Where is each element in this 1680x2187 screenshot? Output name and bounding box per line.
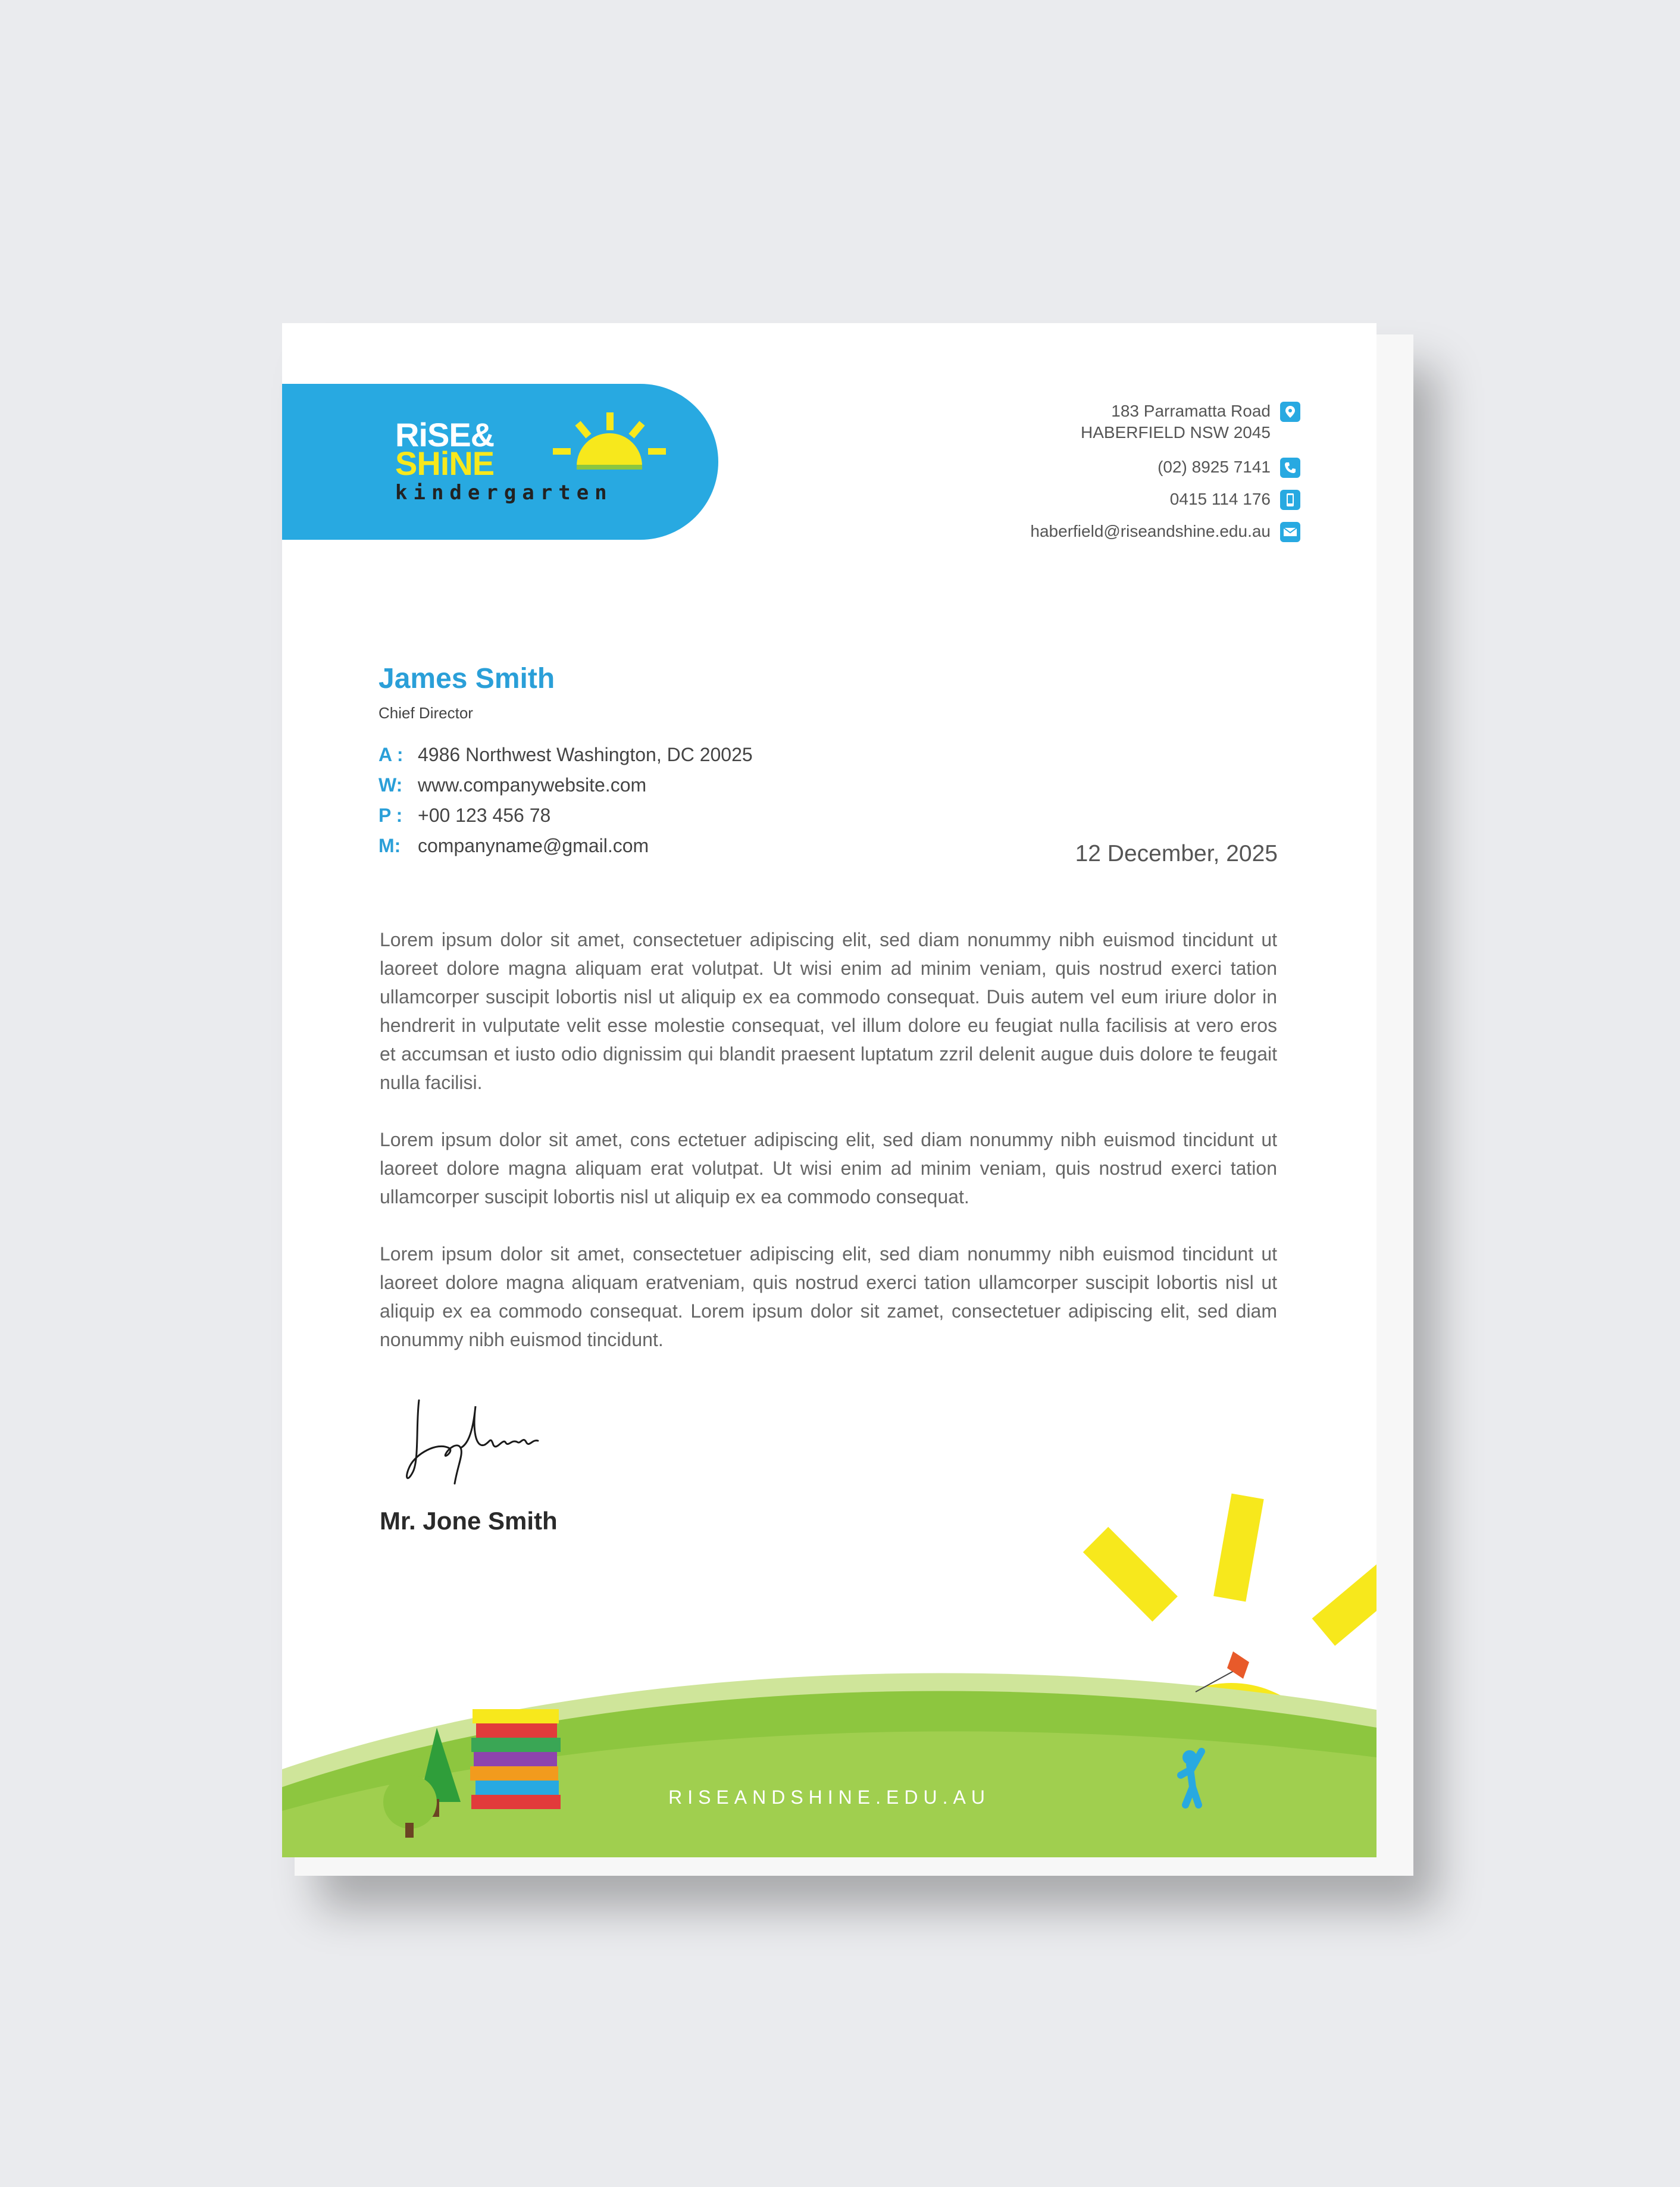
sender-title: Chief Director — [378, 704, 473, 722]
phone-icon — [1280, 458, 1300, 478]
contact-mobile — [1030, 489, 1300, 510]
detail-value: +00 123 456 78 — [418, 805, 551, 826]
detail-key: M: — [378, 835, 401, 856]
detail-value: companyname@gmail.com — [418, 835, 649, 856]
detail-email — [378, 835, 753, 865]
signer-name: Mr. Jone Smith — [380, 1507, 558, 1535]
logo-line-shine: SHiNE — [395, 445, 495, 482]
body-paragraph: Lorem ipsum dolor sit amet, cons ectetuer adipiscing elit, sed diam nonummy nibh euismod tincidunt ut laoreet dolore magna aliquam erat volutpat. Ut wisi enim ad minim veniam, quis nostrud exerci tation ullamcorper suscipit lobortis nisl ut aliquip ex ea commodo consequat. — [380, 1129, 1277, 1207]
contact-email — [1030, 521, 1300, 542]
address-line2: HABERFIELD NSW 2045 — [1081, 423, 1271, 442]
letterhead-page — [282, 323, 1376, 1857]
detail-website — [378, 774, 753, 805]
contact-phone — [1030, 456, 1300, 478]
footer-website: RISEANDSHINE.EDU.AU — [668, 1786, 990, 1808]
brand-logo — [395, 412, 669, 520]
mobile-number: 0415 114 176 — [1169, 490, 1271, 508]
logo-banner — [282, 384, 718, 540]
detail-key: A : — [378, 744, 403, 765]
logo-sun-icon — [550, 412, 669, 484]
detail-value: www.companywebsite.com — [418, 774, 647, 796]
logo-tagline: kindergarten — [395, 481, 613, 505]
detail-address — [378, 744, 753, 774]
body-paragraph: Lorem ipsum dolor sit amet, consectetuer adipiscing elit, sed diam nonummy nibh euismod tincidunt ut laoreet dolore magna aliquam erat volutpat. Ut wisi enim ad minim veniam, quis nostrud exerci tation ullamcorper suscipit lobortis nisl ut aliquip ex ea commodo consequat. Duis autem vel eum iriure dolor in hendrerit in vulputate velit esse molestie consequat, vel illum dolore eu feugiat nulla facilisis at vero eros et accumsan et iusto odio dignissim qui blandit praesent luptatum zzril delenit augue duis dolore te feugait nulla facilisi. — [380, 929, 1277, 1093]
detail-key: P : — [378, 805, 403, 826]
phone-number: (02) 8925 7141 — [1157, 458, 1271, 476]
location-icon — [1280, 402, 1300, 422]
body-paragraph: Lorem ipsum dolor sit amet, consectetuer adipiscing elit, sed diam nonummy nibh euismod tincidunt ut laoreet dolore magna aliquam eratveniam, quis nostrud exerci tation ullamcorper suscipit lobortis nisl ut aliquip ex ea commodo consequat. Lorem ipsum dolor sit zamet, consectetuer adipiscing elit, sed diam nonummy nibh euismod tincidunt. — [380, 1243, 1277, 1350]
detail-phone — [378, 805, 753, 835]
sender-details — [378, 744, 753, 865]
mail-icon — [1280, 522, 1300, 542]
email-address: haberfield@riseandshine.edu.au — [1030, 522, 1271, 540]
letter-date: 12 December, 2025 — [1075, 841, 1278, 866]
letter-body — [380, 925, 1277, 1382]
detail-key: W: — [378, 774, 403, 796]
contact-block — [1030, 401, 1300, 542]
address-line1: 183 Parramatta Road — [1111, 402, 1271, 420]
detail-value: 4986 Northwest Washington, DC 20025 — [418, 744, 753, 765]
logo-line-rise: RiSE& — [395, 416, 495, 453]
mobile-icon — [1280, 490, 1300, 510]
contact-address — [1030, 401, 1300, 443]
sender-name: James Smith — [378, 663, 555, 694]
